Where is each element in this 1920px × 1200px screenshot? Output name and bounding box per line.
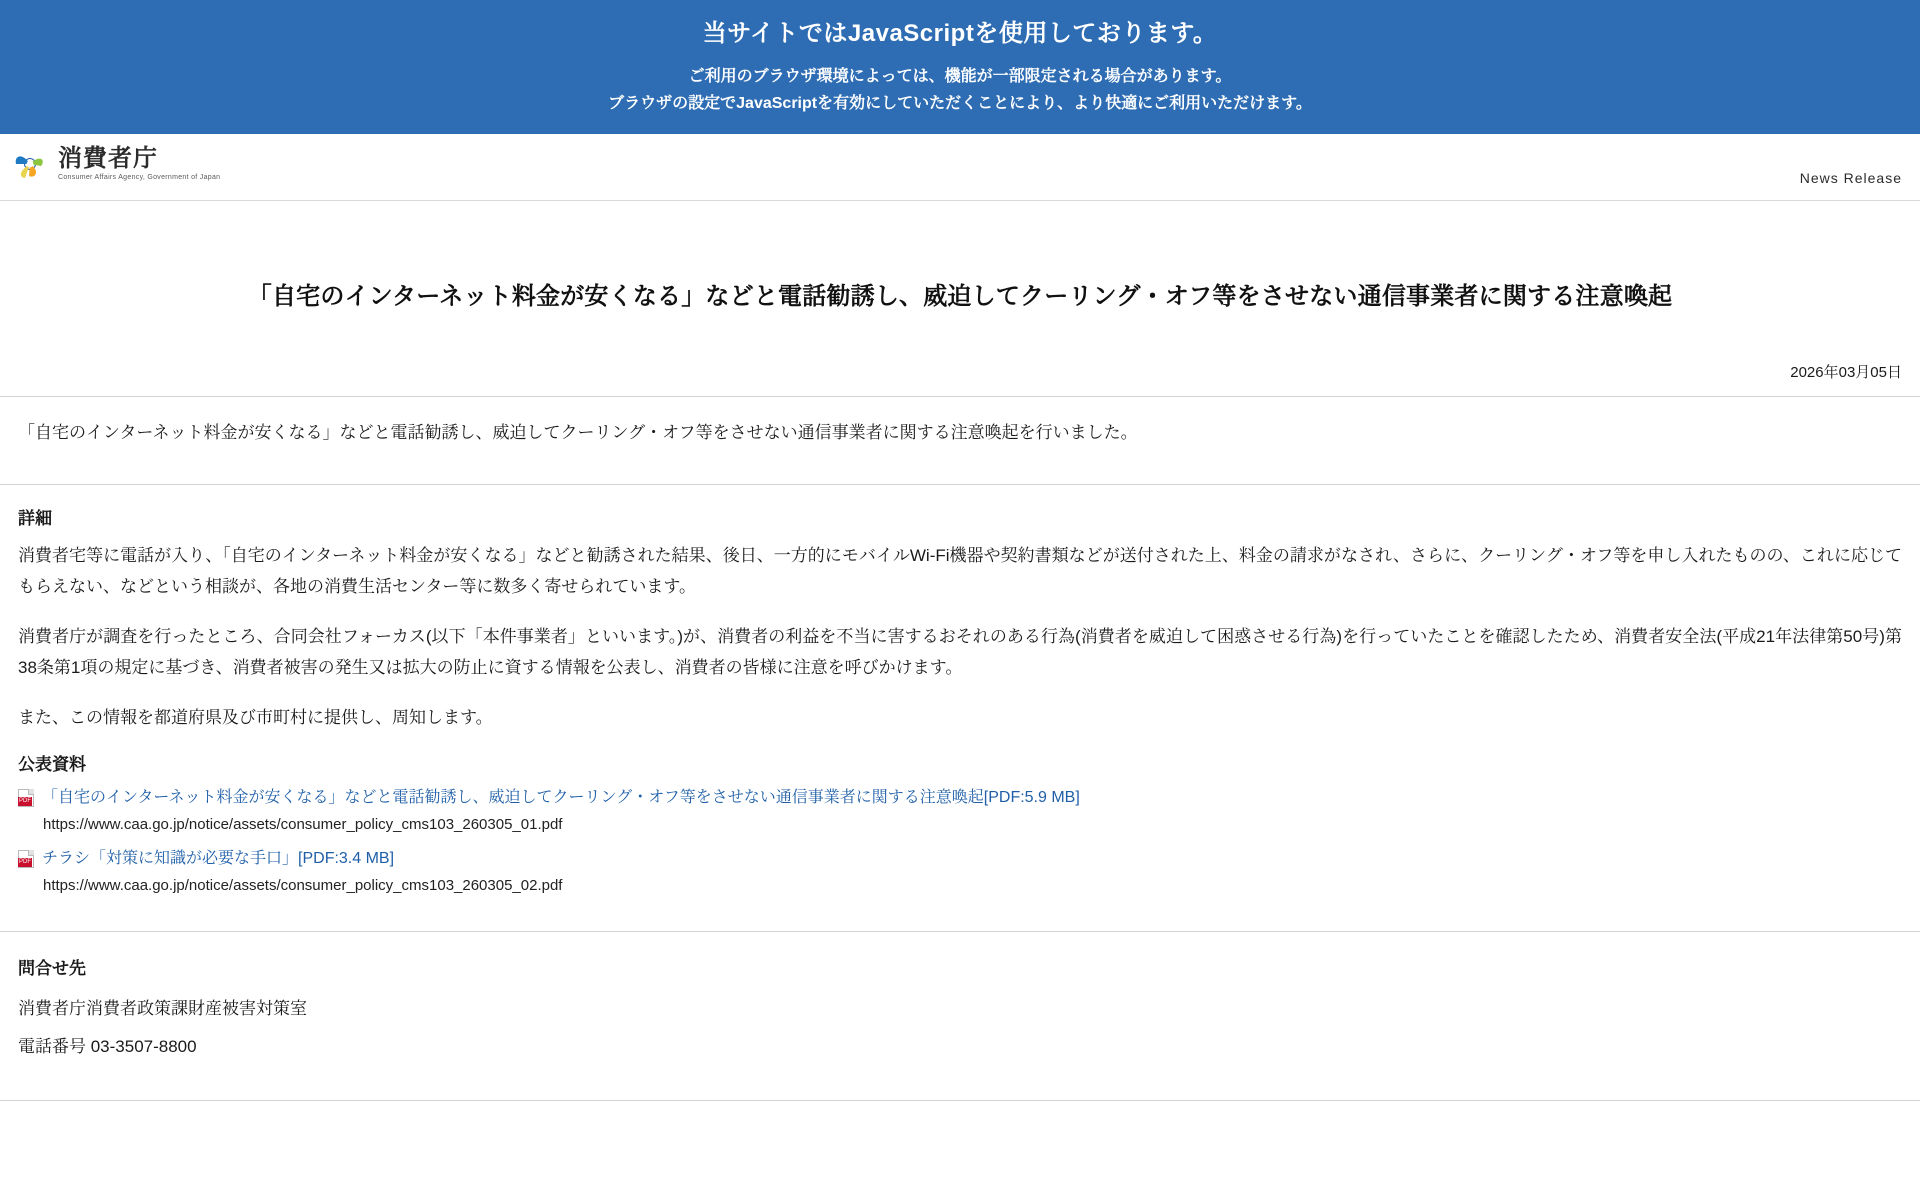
publication-row-1 — [18, 786, 1902, 810]
contact-phone: 電話番号 03-3507-8800 — [18, 1037, 197, 1057]
main-content — [0, 201, 1920, 1101]
logo-text-jp: 消費者庁 — [58, 145, 158, 173]
js-banner-line-2: ブラウザの設定でJavaScriptを有効にしていただくことにより、より快適にご利用いただけます。 — [608, 95, 1312, 113]
site-logo[interactable] — [10, 144, 220, 184]
logo-text-en: Consumer Affairs Agency, Government of Japan — [58, 173, 221, 181]
js-banner-title: 当サイトではJavaScriptを使用しております。 — [702, 20, 1218, 47]
publication-url-2: https://www.caa.go.jp/notice/assets/consumer_policy_cms103_260305_02.pdf — [43, 876, 563, 894]
list-item — [18, 786, 1902, 837]
list-item — [18, 847, 1902, 898]
publication-url-1: https://www.caa.go.jp/notice/assets/consumer_policy_cms103_260305_01.pdf — [43, 816, 563, 834]
javascript-notice-banner — [0, 0, 1920, 134]
lead-paragraph: 「自宅のインターネット料金が安くなる」などと電話勧誘し、威迫してクーリング・オフ等をさせない通信事業者に関する注意喚起を行いました。 — [18, 422, 1138, 442]
publication-row-2 — [18, 847, 1902, 871]
publication-link-2[interactable] — [42, 847, 394, 871]
publication-label-1: 「自宅のインターネット料金が安くなる」などと電話勧誘し、威迫してクーリング・オフ等をさせない通信事業者に関する注意喚起 — [42, 789, 984, 807]
contact-office: 消費者庁消費者政策課財産被害対策室 — [18, 999, 307, 1019]
publication-size-1: [PDF:5.9 MB] — [983, 789, 1080, 807]
site-header — [0, 134, 1920, 201]
logo-text — [58, 146, 220, 180]
details-paragraph-3: また、この情報を都道府県及び市町村に提供し、周知します。 — [18, 707, 493, 727]
js-banner-line-1: ご利用のブラウザ環境によっては、機能が一部限定される場合があります。 — [688, 68, 1232, 86]
contact-heading: 問合せ先 — [18, 959, 86, 979]
pdf-icon: PDF — [18, 789, 34, 807]
publications-heading: 公表資料 — [18, 754, 86, 774]
publish-date: 2026年03月05日 — [1790, 363, 1902, 381]
title-block — [0, 201, 1920, 315]
details-heading: 詳細 — [18, 508, 52, 528]
publication-label-2: チラシ「対策に知識が必要な手口」 — [42, 849, 299, 867]
divider-bottom — [0, 1100, 1920, 1101]
contact-section — [0, 932, 1920, 1100]
details-paragraph-2: 消費者庁が調査を行ったところ、合同会社フォーカス(以下「本件事業者」といいます。)が、消費者の利益を不当に害するおそれのある行為(消費者を威迫して困惑させる行為)を行っていたことを確認したため、消費者安全法(平成21年法律第50号)第38条第1項の規定に基づき、消費者被害の発生又は拡大の防止に資する情報を公表し、消費者の皆様に注意を呼びかけます。 — [18, 626, 1902, 678]
pdf-icon: PDF — [18, 850, 34, 868]
page-title: 「自宅のインターネット料金が安くなる」などと電話勧誘し、威迫してクーリング・オフ等をさせない通信事業者に関する注意喚起 — [247, 282, 1673, 310]
publication-link-1[interactable] — [42, 786, 1080, 810]
details-section — [0, 485, 1920, 918]
details-paragraph-1: 消費者宅等に電話が入り、「自宅のインターネット料金が安くなる」などと勧誘された結果、後日、一方的にモバイルWi-Fi機器や契約書類などが送付された上、料金の請求がなされ、さらに、クーリング・オフ等を申し入れたものの、これに応じてもらえない、などという相談が、各地の消費生活センター等に数多く寄せられています。 — [18, 545, 1902, 597]
news-release-label: News Release — [1799, 169, 1902, 186]
publication-list — [18, 786, 1902, 897]
caa-pinwheel-logo-icon — [10, 144, 50, 184]
publication-size-2: [PDF:3.4 MB] — [298, 849, 395, 867]
